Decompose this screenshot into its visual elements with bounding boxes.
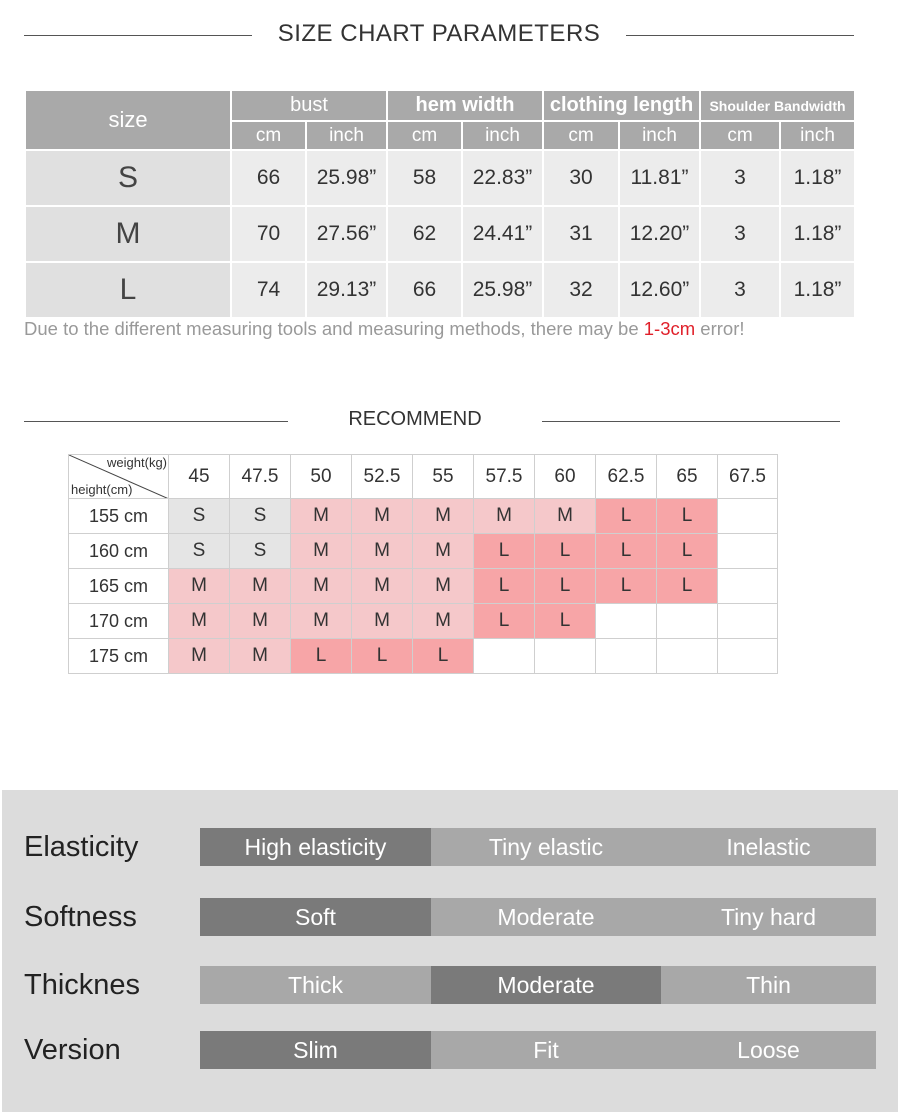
attribute-row-version: [2, 1031, 898, 1069]
size-value: 12.60”: [619, 262, 700, 318]
recommend-row: [69, 499, 778, 534]
size-value: 27.56”: [306, 206, 387, 262]
size-value: 25.98”: [306, 150, 387, 206]
recommended-size-cell: M: [230, 604, 291, 639]
size-value: 12.20”: [619, 206, 700, 262]
size-value: 74: [231, 262, 306, 318]
weight-axis-label: weight(kg): [107, 455, 167, 470]
recommended-size-cell: M: [352, 534, 413, 569]
attribute-label: Version: [24, 1034, 121, 1066]
attribute-option: Fit: [431, 1031, 661, 1069]
size-label: M: [25, 206, 231, 262]
group-header-bust: bust: [231, 90, 387, 121]
size-value: 24.41”: [462, 206, 543, 262]
height-label: 170 cm: [69, 604, 169, 639]
recommended-size-cell: L: [535, 534, 596, 569]
size-value: 1.18”: [780, 150, 855, 206]
unit-header: cm: [543, 121, 619, 150]
measurement-note: [24, 318, 884, 340]
attribute-label: Elasticity: [24, 831, 139, 863]
recommended-size-cell: L: [474, 604, 535, 639]
weight-header: 55: [413, 455, 474, 499]
recommended-size-cell: M: [230, 569, 291, 604]
attribute-row-elasticity: [2, 828, 898, 866]
attribute-option: Tiny elastic: [431, 828, 661, 866]
weight-header: 47.5: [230, 455, 291, 499]
size-value: 32: [543, 262, 619, 318]
attribute-option: Moderate: [431, 898, 661, 936]
attribute-option: Thin: [661, 966, 876, 1004]
size-chart-title: SIZE CHART PARAMETERS: [277, 20, 601, 47]
unit-header: cm: [231, 121, 306, 150]
recommend-row: [69, 639, 778, 674]
recommended-size-cell: S: [230, 534, 291, 569]
recommended-size-cell: M: [169, 569, 230, 604]
recommended-size-cell: [718, 604, 778, 639]
attribute-option-selected: Moderate: [431, 966, 661, 1004]
attribute-option: Inelastic: [661, 828, 876, 866]
unit-header: inch: [780, 121, 855, 150]
size-value: 3: [700, 262, 780, 318]
recommended-size-cell: L: [474, 569, 535, 604]
recommended-size-cell: L: [535, 604, 596, 639]
recommended-size-cell: M: [291, 569, 352, 604]
unit-header: cm: [387, 121, 462, 150]
height-label: 160 cm: [69, 534, 169, 569]
size-value: 11.81”: [619, 150, 700, 206]
recommended-size-cell: L: [535, 569, 596, 604]
group-header-shoulder-bandwidth: Shoulder Bandwidth: [700, 90, 855, 121]
note-error-range: 1-3cm: [643, 318, 696, 339]
recommend-heading: [0, 404, 900, 438]
fabric-attributes-panel: [2, 790, 898, 1112]
recommended-size-cell: M: [352, 604, 413, 639]
weight-header: 50: [291, 455, 352, 499]
weight-header: 62.5: [596, 455, 657, 499]
height-label: 155 cm: [69, 499, 169, 534]
note-prefix: Due to the different measuring tools and measuring methods, there may be: [24, 318, 644, 339]
recommended-size-cell: M: [291, 534, 352, 569]
recommend-row: [69, 604, 778, 639]
recommend-title: RECOMMEND: [348, 408, 482, 430]
recommended-size-cell: [718, 499, 778, 534]
attribute-scale: [200, 1031, 876, 1069]
recommend-table: [68, 454, 778, 674]
attribute-scale: [200, 966, 876, 1004]
height-label: 175 cm: [69, 639, 169, 674]
size-row: [25, 262, 855, 318]
recommended-size-cell: [596, 604, 657, 639]
size-value: 62: [387, 206, 462, 262]
recommended-size-cell: M: [169, 639, 230, 674]
recommended-size-cell: [474, 639, 535, 674]
size-value: 31: [543, 206, 619, 262]
size-value: 25.98”: [462, 262, 543, 318]
recommended-size-cell: L: [596, 499, 657, 534]
size-label: S: [25, 150, 231, 206]
recommended-size-cell: L: [596, 534, 657, 569]
attribute-scale: [200, 828, 876, 866]
size-value: 1.18”: [780, 262, 855, 318]
attribute-label: Thicknes: [24, 969, 141, 1001]
recommended-size-cell: L: [657, 569, 718, 604]
recommended-size-cell: L: [657, 499, 718, 534]
size-value: 66: [231, 150, 306, 206]
size-value: 22.83”: [462, 150, 543, 206]
recommended-size-cell: [718, 639, 778, 674]
heading-rule-left: [24, 35, 252, 36]
recommend-row: [69, 569, 778, 604]
unit-header: inch: [619, 121, 700, 150]
recommended-size-cell: M: [230, 639, 291, 674]
recommended-size-cell: M: [291, 499, 352, 534]
note-suffix: error!: [695, 318, 745, 339]
size-value: 3: [700, 206, 780, 262]
recommended-size-cell: M: [535, 499, 596, 534]
weight-header: 60: [535, 455, 596, 499]
recommended-size-cell: M: [413, 534, 474, 569]
weight-header: 57.5: [474, 455, 535, 499]
attribute-option-selected: Soft: [200, 898, 431, 936]
attribute-option-selected: High elasticity: [200, 828, 431, 866]
attribute-option: Loose: [661, 1031, 876, 1069]
size-value: 70: [231, 206, 306, 262]
recommended-size-cell: L: [596, 569, 657, 604]
attribute-row-softness: [2, 898, 898, 936]
recommended-size-cell: S: [230, 499, 291, 534]
height-label: 165 cm: [69, 569, 169, 604]
size-value: 66: [387, 262, 462, 318]
heading-rule-right: [542, 421, 840, 422]
size-chart-table: [24, 89, 856, 319]
size-value: 29.13”: [306, 262, 387, 318]
group-header-clothing-length: clothing length: [543, 90, 700, 121]
recommended-size-cell: [718, 534, 778, 569]
axis-corner-cell: [69, 455, 169, 499]
recommended-size-cell: L: [413, 639, 474, 674]
height-axis-label: height(cm): [71, 482, 133, 497]
recommended-size-cell: M: [352, 569, 413, 604]
group-header-hem-width: hem width: [387, 90, 543, 121]
recommended-size-cell: [596, 639, 657, 674]
weight-header: 45: [169, 455, 230, 499]
recommend-row: [69, 534, 778, 569]
attribute-row-thicknes: [2, 966, 898, 1004]
recommended-size-cell: S: [169, 534, 230, 569]
heading-rule-left: [24, 421, 288, 422]
weight-header: 67.5: [718, 455, 778, 499]
size-row: [25, 150, 855, 206]
recommended-size-cell: S: [169, 499, 230, 534]
attribute-scale: [200, 898, 876, 936]
recommended-size-cell: L: [474, 534, 535, 569]
recommended-size-cell: [657, 604, 718, 639]
size-value: 30: [543, 150, 619, 206]
recommended-size-cell: [535, 639, 596, 674]
attribute-option: Tiny hard: [661, 898, 876, 936]
size-value: 58: [387, 150, 462, 206]
unit-header: inch: [462, 121, 543, 150]
attribute-option-selected: Slim: [200, 1031, 431, 1069]
recommended-size-cell: [657, 639, 718, 674]
unit-header: inch: [306, 121, 387, 150]
size-chart-heading: [0, 18, 900, 52]
recommended-size-cell: L: [352, 639, 413, 674]
size-value: 1.18”: [780, 206, 855, 262]
recommended-size-cell: M: [413, 499, 474, 534]
size-column-header: size: [25, 90, 231, 150]
weight-header: 65: [657, 455, 718, 499]
recommended-size-cell: [718, 569, 778, 604]
size-row: [25, 206, 855, 262]
recommended-size-cell: M: [352, 499, 413, 534]
recommended-size-cell: M: [169, 604, 230, 639]
weight-header: 52.5: [352, 455, 413, 499]
attribute-option: Thick: [200, 966, 431, 1004]
recommended-size-cell: M: [413, 569, 474, 604]
recommended-size-cell: M: [291, 604, 352, 639]
recommended-size-cell: L: [291, 639, 352, 674]
size-value: 3: [700, 150, 780, 206]
heading-rule-right: [626, 35, 854, 36]
size-label: L: [25, 262, 231, 318]
unit-header: cm: [700, 121, 780, 150]
attribute-label: Softness: [24, 901, 137, 933]
recommended-size-cell: L: [657, 534, 718, 569]
recommended-size-cell: M: [474, 499, 535, 534]
recommended-size-cell: M: [413, 604, 474, 639]
